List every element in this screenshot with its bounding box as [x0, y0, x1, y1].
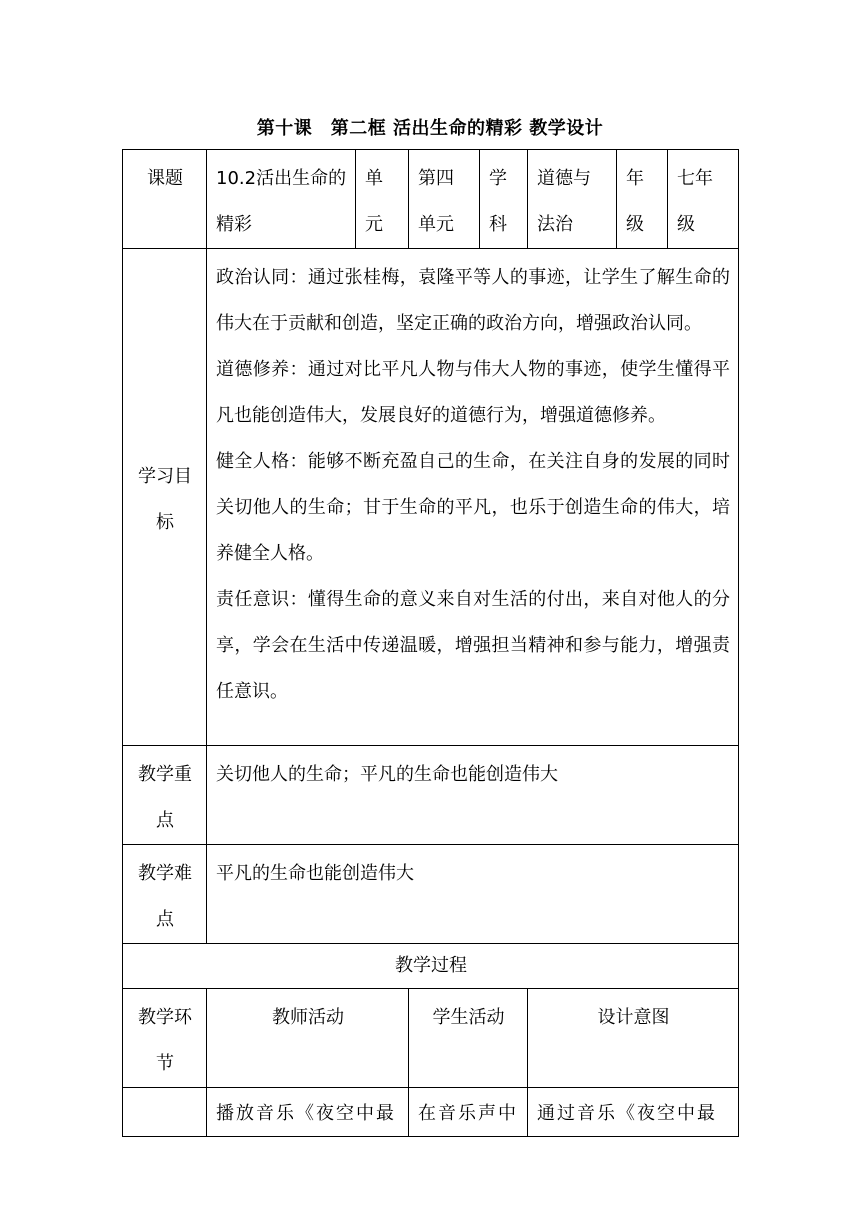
- process-heading: 教学过程: [123, 944, 739, 989]
- grade-value: 七年级: [668, 150, 739, 249]
- goals-content: [207, 249, 739, 746]
- goal-political: 政治认同：通过张桂梅，袁隆平等人的事迹，让学生了解生命的伟大在于贡献和创造，坚定正确的政治方向，增强政治认同。: [216, 267, 730, 334]
- document-title: 第十课 第二框 活出生命的精彩 教学设计: [256, 118, 604, 139]
- subject-label: 学科: [480, 150, 528, 249]
- goals-row: [123, 249, 739, 746]
- header-row: [123, 150, 739, 249]
- topic-label: 课题: [123, 150, 207, 249]
- column-intent: 设计意图: [528, 989, 739, 1088]
- first-row-teacher: 播放音乐《夜空中最: [207, 1088, 409, 1137]
- process-first-row: [123, 1088, 739, 1137]
- goal-personality: 健全人格：能够不断充盈自己的生命，在关注自身的发展的同时关切他人的生命；甘于生命的平凡，也乐于创造生命的伟大，培养健全人格。: [216, 451, 730, 564]
- key-points-label: 教学重点: [123, 746, 207, 845]
- first-row-student: 在音乐声中: [409, 1088, 528, 1137]
- topic-value: 10.2活出生命的精彩: [207, 150, 356, 249]
- unit-value: 第四单元: [409, 150, 480, 249]
- grade-label: 年级: [617, 150, 668, 249]
- process-columns-row: [123, 989, 739, 1088]
- difficulties-label: 教学难点: [123, 845, 207, 944]
- goals-label: 学习目标: [123, 249, 207, 746]
- unit-label: 单元: [356, 150, 409, 249]
- key-points-value: 关切他人的生命；平凡的生命也能创造伟大: [207, 746, 739, 845]
- first-row-intent: 通过音乐《夜空中最: [528, 1088, 739, 1137]
- first-row-stage: [123, 1088, 207, 1137]
- goal-moral: 道德修养：通过对比平凡人物与伟大人物的事迹，使学生懂得平凡也能创造伟大，发展良好的道德行为，增强道德修养。: [216, 359, 730, 426]
- key-points-row: [123, 746, 739, 845]
- lesson-plan-table: [122, 149, 739, 1137]
- goal-responsibility: 责任意识：懂得生命的意义来自对生活的付出，来自对他人的分享，学会在生活中传递温暖，增强担当精神和参与能力，增强责任意识。: [216, 589, 730, 702]
- column-teacher: 教师活动: [207, 989, 409, 1088]
- column-stage: 教学环节: [123, 989, 207, 1088]
- difficulties-value: 平凡的生命也能创造伟大: [207, 845, 739, 944]
- column-student: 学生活动: [409, 989, 528, 1088]
- subject-value: 道德与法治: [528, 150, 617, 249]
- difficulties-row: [123, 845, 739, 944]
- process-heading-row: [123, 944, 739, 989]
